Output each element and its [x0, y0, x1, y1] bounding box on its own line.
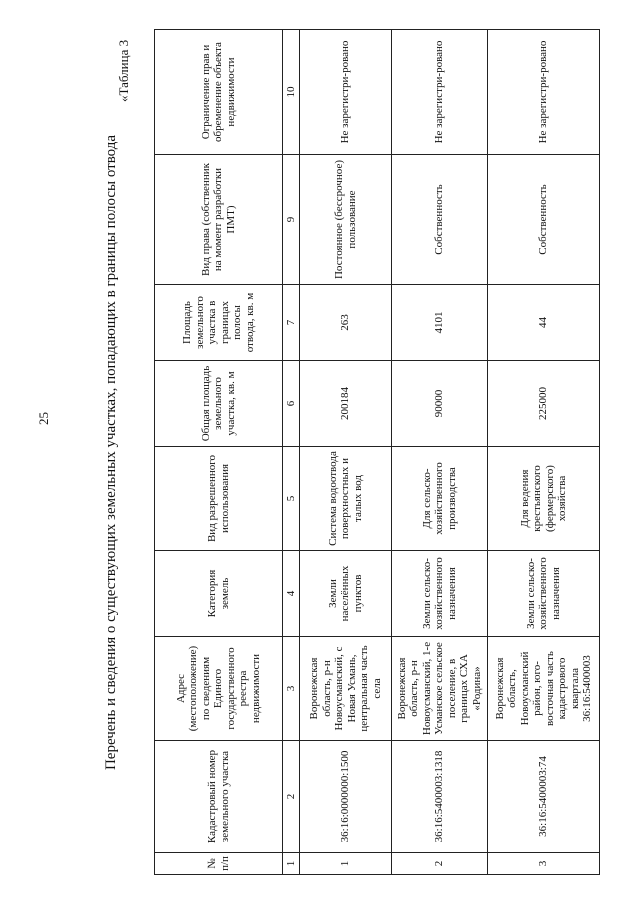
right-type: Собственность: [392, 155, 488, 285]
column-number: 3: [283, 637, 300, 741]
header-cell: Категория земель: [155, 551, 283, 637]
table-row: [392, 30, 488, 875]
address: Воронежская область, Новоусманский район, юго-восточная часть кадастрового квартала 36:16:5400003: [488, 637, 600, 741]
right-type: Собственность: [488, 155, 600, 285]
table-title: Перечень и сведения о существующих земельных участках, попадающих в границы полосы отвода: [103, 134, 119, 771]
land-plots-table: [154, 29, 600, 875]
header-cell: Общая площадь земельного участка, кв. м: [155, 361, 283, 447]
restriction: Не зарегистри-ровано: [392, 30, 488, 155]
cadastral-number: 36:16:0000000:1500: [300, 741, 392, 853]
land-category: Земли населённых пунктов: [300, 551, 392, 637]
row-number: 2: [392, 853, 488, 875]
land-category: Земли сельско-хозяйственного назначения: [392, 551, 488, 637]
column-number: 10: [283, 30, 300, 155]
restriction: Не зарегистри-ровано: [300, 30, 392, 155]
table-header-row: [155, 30, 283, 875]
column-number: 7: [283, 285, 300, 361]
restriction: Не зарегистри-ровано: [488, 30, 600, 155]
header-cell: Ограничение прав и обременение объекта недвижимости: [155, 30, 283, 155]
column-number-row: [283, 30, 300, 875]
table-row: [300, 30, 392, 875]
address: Воронежская область, р-н Новоусманский, с Новая Усмань, центральная часть села: [300, 637, 392, 741]
column-number: 6: [283, 361, 300, 447]
header-cell: № п/п: [155, 853, 283, 875]
header-cell: Вид права (собственник на момент разработки ПМТ): [155, 155, 283, 285]
row-number: 3: [488, 853, 600, 875]
strip-area: 4101: [392, 285, 488, 361]
header-cell: Вид разрешенного использования: [155, 447, 283, 551]
table-label: «Таблица 3: [116, 39, 131, 102]
column-number: 5: [283, 447, 300, 551]
table-row: [488, 30, 600, 875]
header-cell: Площадь земельного участка в границах полосы отвода, кв. м: [155, 285, 283, 361]
permitted-use: Для сельско-хозяйственного производства: [392, 447, 488, 551]
page-number: 25: [36, 412, 51, 425]
total-area: 90000: [392, 361, 488, 447]
land-category: Земли сельско-хозяйственного назначения: [488, 551, 600, 637]
column-number: 1: [283, 853, 300, 875]
permitted-use: Система водоотвода поверхностных и талых вод: [300, 447, 392, 551]
permitted-use: Для ведения крестьянского (фермерского) хозяйства: [488, 447, 600, 551]
rotated-table-block: [90, 30, 600, 875]
strip-area: 44: [488, 285, 600, 361]
total-area: 225000: [488, 361, 600, 447]
column-number: 9: [283, 155, 300, 285]
right-type: Постоянное (бессрочное) пользование: [300, 155, 392, 285]
row-number: 1: [300, 853, 392, 875]
address: Воронежская область, р-н Новоусманский, 1-е Усманское сельское поселение, в границах СХА «Родина»: [392, 637, 488, 741]
cadastral-number: 36:16:5400003:74: [488, 741, 600, 853]
column-number: 4: [283, 551, 300, 637]
column-number: 2: [283, 741, 300, 853]
total-area: 200184: [300, 361, 392, 447]
cadastral-number: 36:16:5400003:1318: [392, 741, 488, 853]
header-cell: Кадастровый номер земельного участка: [155, 741, 283, 853]
header-cell: Адрес (местоположение) по сведениям Единого государственного реестра недвижимости: [155, 637, 283, 741]
strip-area: 263: [300, 285, 392, 361]
